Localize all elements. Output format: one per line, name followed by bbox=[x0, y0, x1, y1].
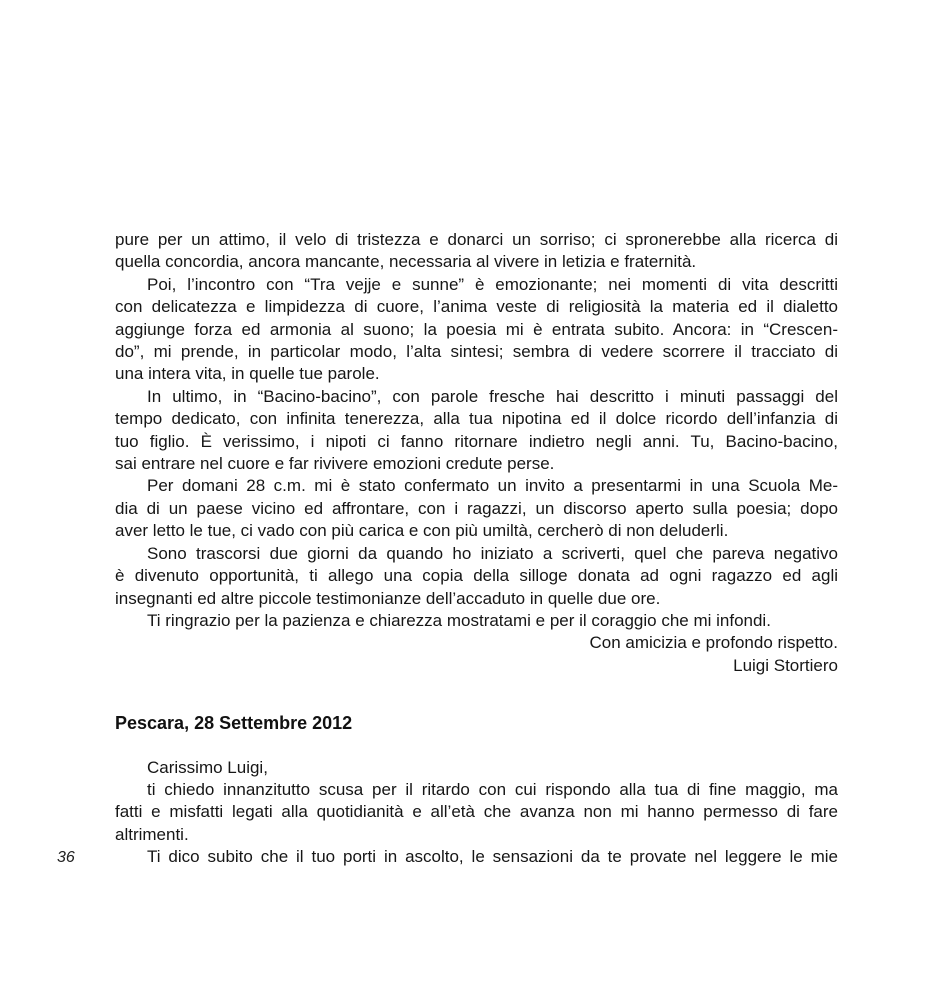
text-line: tempo dedicato, con infinita tenerezza, alla tua nipotina ed il dolce ricordo dell’infanzia di bbox=[115, 409, 838, 429]
text-line: con delicatezza e limpidezza di cuore, l’anima veste di religiosità la materia ed il dialetto bbox=[115, 297, 838, 317]
text-line: Per domani 28 c.m. mi è stato confermato un invito a presentarmi in una Scuola Me- bbox=[147, 476, 838, 496]
text-line: aggiunge forza ed armonia al suono; la poesia mi è entrata subito. Ancora: in “Crescen- bbox=[115, 319, 838, 339]
text-line: Ti dico subito che il tuo porti in ascolto, le sensazioni da te provate nel leggere le mie bbox=[147, 847, 838, 867]
closing-signature: Luigi Stortiero bbox=[733, 655, 838, 675]
text-line: In ultimo, in “Bacino-bacino”, con parole fresche hai descritto i minuti passaggi del bbox=[147, 386, 838, 406]
letter-body-first bbox=[115, 229, 838, 632]
page-text bbox=[115, 229, 838, 869]
text-line: aver letto le tue, ci vado con più carica e con più umiltà, cercherò di non deluderli. bbox=[115, 521, 729, 541]
letter-closing bbox=[115, 632, 838, 677]
text-line: fatti e misfatti legati alla quotidianità e all’età che avanza non mi hanno permesso di fare bbox=[115, 802, 838, 822]
text-line: pure per un attimo, il velo di tristezza e donarci un sorriso; ci spronerebbe alla ricerca di bbox=[115, 230, 838, 249]
text-line: Carissimo Luigi, bbox=[147, 757, 268, 777]
text-line: ti chiedo innanzitutto scusa per il ritardo con cui rispondo alla tua di fine maggio, ma bbox=[147, 779, 838, 799]
closing-salutation: Con amicizia e profondo rispetto. bbox=[589, 633, 838, 653]
text-line: altrimenti. bbox=[115, 824, 189, 844]
text-line: Ti ringrazio per la pazienza e chiarezza mostratami e per il coraggio che mi infondi. bbox=[147, 610, 771, 630]
page-number: 36 bbox=[57, 849, 75, 866]
text-line: è divenuto opportunità, ti allego una copia della silloge donata ad ogni ragazzo ed agli bbox=[115, 566, 838, 586]
text-line: sai entrare nel cuore e far rivivere emozioni credute perse. bbox=[115, 454, 555, 474]
text-line: insegnanti ed altre piccole testimonianze dell’accaduto in quelle due ore. bbox=[115, 588, 661, 608]
text-line: Poi, l’incontro con “Tra vejje e sunne” è emozionante; nei momenti di vita descritti bbox=[147, 274, 838, 294]
text-line: dia di un paese vicino ed affrontare, con i ragazzi, un discorso aperto sulla poesia; dopo bbox=[115, 498, 838, 518]
text-line: tuo figlio. È verissimo, i nipoti ci fanno ritornare indietro negli anni. Tu, Bacino-bacino, bbox=[115, 431, 838, 451]
text-line: una intera vita, in quelle tue parole. bbox=[115, 364, 380, 384]
text-line: Sono trascorsi due giorni da quando ho iniziato a scriverti, quel che pareva negativo bbox=[147, 543, 838, 563]
text-line: quella concordia, ancora mancante, necessaria al vivere in letizia e fraternità. bbox=[115, 252, 697, 272]
letter-body-second bbox=[115, 757, 838, 869]
text-line: do”, mi prende, in particolar modo, l’alta sintesi; sembra di vedere scorrere il tracciato di bbox=[115, 342, 838, 362]
letter-date-heading: Pescara, 28 Settembre 2012 bbox=[115, 713, 353, 734]
